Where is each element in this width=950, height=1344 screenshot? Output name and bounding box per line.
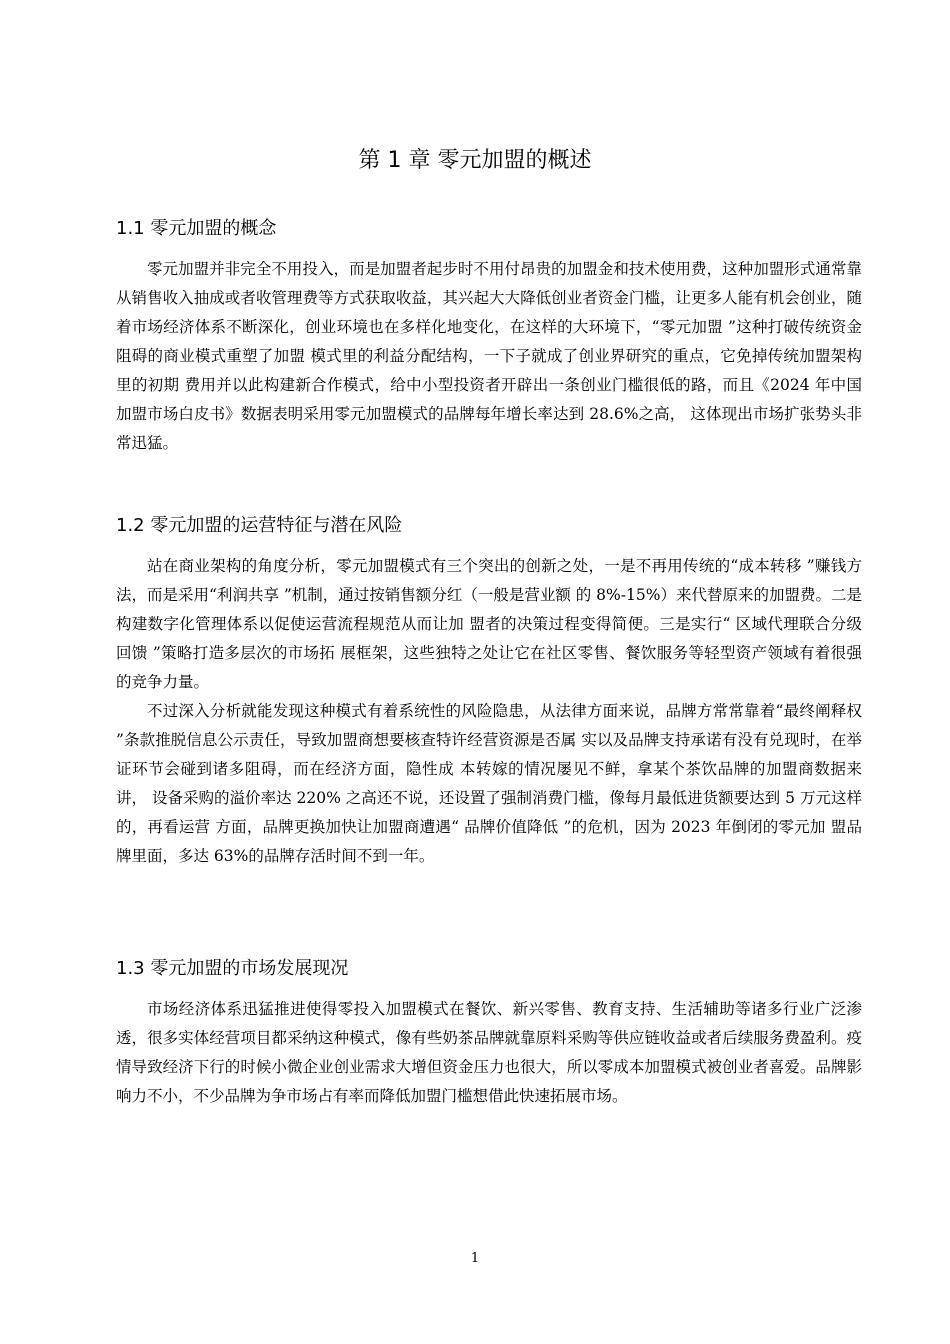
section-operating-features — [116, 512, 862, 871]
chapter-title: 第 1 章 零元加盟的概述 — [358, 148, 592, 173]
section-title: 1.1 零元加盟的概念 — [116, 218, 277, 239]
paragraph: 不过深入分析就能发现这种模式有着系统性的风险隐患，从法律方面来说，品牌方常常靠着“最终阐释权 ”条款推脱信息公示责任，导致加盟商想要核查特许经营资源是否属 实以及品牌支持承诺有没有兑现时，在举证环节会碰到诸多阻碍，而在经济方面，隐性成 本转嫁的情况屡见不鲜，拿某个茶饮品牌的加盟商数据来讲， 设备采购的溢价率达 220% 之高还不说，还设置了强制消费门槛，像每月最低进货额要达到 5 万元这样的，再看运营 方面，品牌更换加快让加盟商遭遇“ 品牌价值降低 ”的危机，因为 2023 年倒闭的零元加 盟品牌里面，多达 63%的品牌存活时间不到一年。 — [116, 702, 862, 865]
section-title: 1.2 零元加盟的运营特征与潜在风险 — [116, 515, 403, 536]
section-title: 1.3 零元加盟的市场发展现况 — [116, 958, 349, 979]
section-market-status — [116, 955, 862, 1111]
section-concept — [116, 215, 862, 458]
paragraph: 零元加盟并非完全不用投入，而是加盟者起步时不用付昂贵的加盟金和技术使用费，这种加盟形式通常靠从销售收入抽成或者收管理费等方式获取收益，其兴起大大降低创业者资金门槛，让更多人能有机会创业，随着市场经济体系不断深化，创业环境也在多样化地变化，在这样的大环境下，“零元加盟 ”这种打破传统资金阻碍的商业模式重塑了加盟 模式里的利益分配结构，一下子就成了创业界研究的重点，它免掉传统加盟架构里的初期 费用并以此构建新合作模式，给中小型投资者开辟出一条创业门槛很低的路，而且《2024 年中国加盟市场白皮书》数据表明采用零元加盟模式的品牌每年增长率达到 28.6%之高， 这体现出市场扩张势头非常迅猛。 — [116, 260, 862, 452]
paragraph: 站在商业架构的角度分析，零元加盟模式有三个突出的创新之处，一是不再用传统的“成本转移 ”赚钱方法，而是采用“利润共享 ”机制，通过按销售额分红（一般是营业额 的 8%-15%）来代替原来的加盟费。二是构建数字化管理体系以促使运营流程规范从而让加 盟者的决策过程变得简便。三是实行“ 区域代理联合分级回馈 ”策略打造多层次的市场拓 展框架，这些独特之处让它在社区零售、餐饮服务等轻型资产领域有着很强的竞争力量。 — [116, 557, 862, 691]
paragraph: 市场经济体系迅猛推进使得零投入加盟模式在餐饮、新兴零售、教育支持、生活辅助等诸多行业广泛渗透，很多实体经营项目都采纳这种模式，像有些奶茶品牌就靠原料采购等供应链收益或者后续服务费盈利。疫情导致经济下行的时候小微企业创业需求大增但资金压力也很大，所以零成本加盟模式被创业者喜爱。品牌影响力不小，不少品牌为争市场占有率而降低加盟门槛想借此快速拓展市场。 — [116, 1000, 862, 1105]
page-number: 1 — [470, 1251, 480, 1266]
